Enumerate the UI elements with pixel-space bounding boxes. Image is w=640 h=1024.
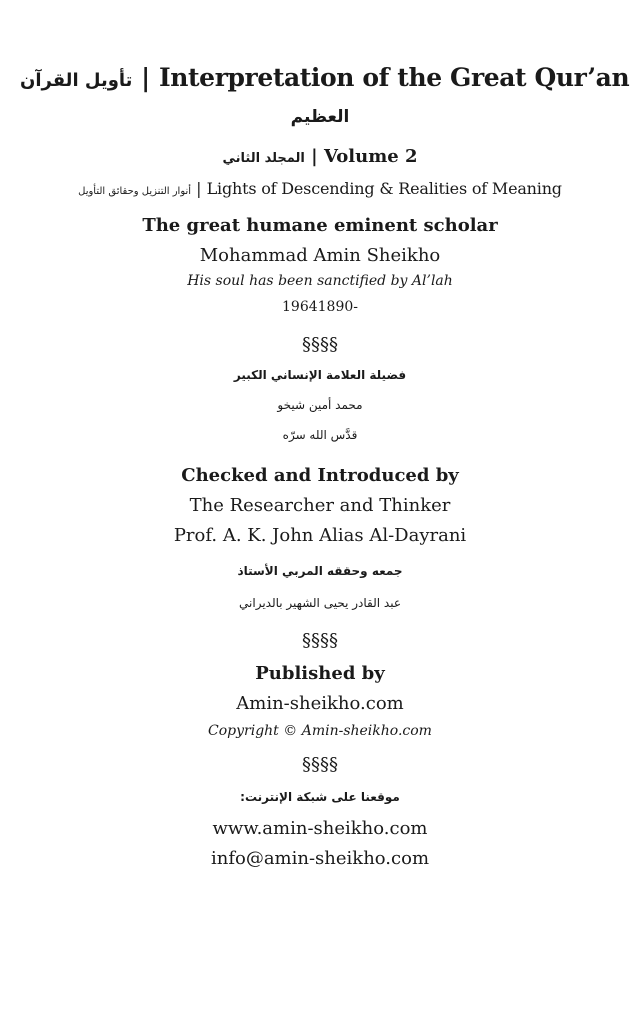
book-title-english: Interpretation of the Great Qur’an (158, 63, 630, 92)
book-title-arabic-part1: تأويل القرآن (20, 70, 133, 91)
checked-role: The Researcher and Thinker (189, 495, 451, 516)
section-separator-3: §§§§ (302, 754, 338, 775)
subtitle-divider: | (196, 179, 202, 198)
online-heading-arabic: موقعنا على شبكة الإنترنت: (240, 790, 400, 804)
section-separator-2: §§§§ (302, 630, 338, 651)
subtitle-english: Lights of Descending & Realities of Meaning (206, 179, 562, 198)
volume-line (20, 143, 620, 173)
checked-name: Prof. A. K. John Alias Al-Dayrani (173, 525, 467, 546)
author-blessing: His soul has been sanctified by Al’lah (187, 273, 453, 289)
website-link[interactable]: www.amin-sheikho.com (212, 818, 428, 839)
checked-name-arabic: عبد القادر يحيى الشهير بالديراني (239, 596, 401, 610)
checked-heading: Checked and Introduced by (181, 465, 459, 486)
volume-arabic: المجلد الثاني (222, 151, 305, 166)
volume-english: Volume 2 (323, 146, 418, 167)
author-descriptor-arabic: فضيلة العلامة الإنساني الكبير (233, 368, 407, 382)
publisher-name: Amin-sheikho.com (236, 693, 404, 714)
publisher-heading: Published by (255, 663, 385, 684)
section-separator-1: §§§§ (302, 334, 338, 355)
book-title-divider: | (141, 63, 151, 92)
email-link[interactable]: info@amin-sheikho.com (210, 848, 430, 869)
author-descriptor: The great humane eminent scholar (142, 215, 498, 236)
subtitle-arabic: أنوار التنزيل وحقائق التأويل (78, 186, 192, 197)
checked-heading-arabic: جمعه وحققه المربي الأستاذ (237, 564, 403, 578)
book-title (20, 60, 630, 99)
book-title-arabic-part2: العظيم (290, 107, 350, 127)
author-name: Mohammad Amin Sheikho (199, 245, 441, 266)
author-name-arabic: محمد أمين شيخو (277, 398, 363, 412)
copyright-notice: Copyright © Amin-sheikho.com (208, 723, 432, 739)
author-years: 19641890- (282, 299, 358, 315)
volume-divider: | (311, 146, 318, 167)
author-blessing-arabic: قدَّس الله سرّه (282, 428, 358, 442)
subtitle-line (20, 177, 620, 204)
